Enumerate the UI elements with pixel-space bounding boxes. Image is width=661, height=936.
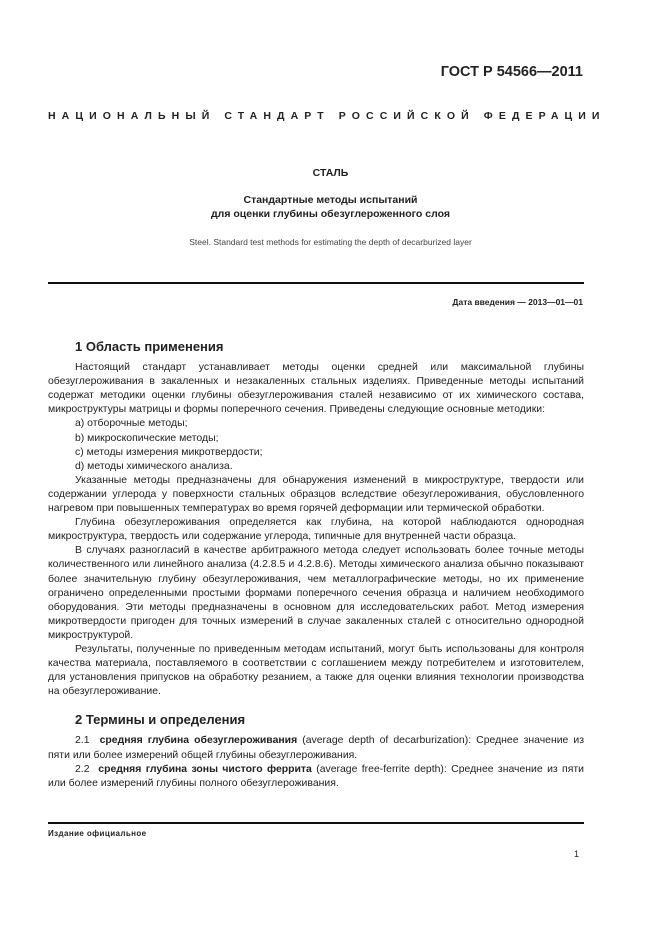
standard-code: ГОСТ Р 54566—2011	[440, 64, 583, 80]
english-title: Steel. Standard test methods for estimating the depth of decarburized layer	[189, 237, 472, 247]
definition-text: (average depth of decarburization): Среднее значение из пяти или более измерений общей глубины обезуглероживания.	[48, 735, 584, 761]
effective-date: Дата введения — 2013—01—01	[452, 297, 583, 307]
list-item: a) отборочные методы;	[75, 418, 188, 430]
definition-number: 2.1	[75, 735, 90, 747]
divider	[48, 822, 584, 824]
subtitle-line: для оценки глубины обезуглероженного слоя	[211, 208, 450, 220]
definition	[48, 734, 584, 762]
subtitle-line: Стандартные методы испытаний	[243, 194, 418, 206]
paragraph: Указанные методы предназначены для обнаружения изменений в микроструктуре, твердости или содержании углерода у поверхности стальных образцов вследствие обезуглероживания, обусловленного нагревом при повышенных температурах во время горячей деформации или термической обработки.	[48, 474, 584, 515]
document-subtitle	[0, 193, 661, 221]
official-edition-label: Издание официальное	[48, 829, 147, 838]
divider	[48, 282, 584, 284]
paragraph: В случаях разногласий в качестве арбитражного метода следует использовать более точные методы количественного или линейного анализа (4.2.8.5 и 4.2.8.6). Методы химического анализа обычно показывают более значительную глубину обезуглероживания, чем металлографические методы, но их применение ограничено определенными простыми формами поперечного сечения образца и наличием необходимого оборудования. Эти методы предназначены в основном для исследовательских работ. Метод измерения микротвердости пригоден для точных измерений в случае закаленных сталей с относительно однородной микроструктурой.	[48, 545, 584, 641]
section-heading: 2 Термины и определения	[75, 712, 246, 728]
document-title: СТАЛЬ	[312, 167, 349, 179]
definition-term: средняя глубина обезуглероживания	[99, 735, 298, 747]
definition-number: 2.2	[75, 763, 90, 775]
page-number: 1	[573, 849, 579, 859]
list-item: b) микроскопические методы;	[75, 432, 219, 444]
section-heading: 1 Область применения	[75, 339, 224, 354]
definition-term: средняя глубина зоны чистого феррита	[98, 763, 312, 775]
national-standard-banner: НАЦИОНАЛЬНЫЙ СТАНДАРТ РОССИЙСКОЙ ФЕДЕРАЦИИ	[48, 110, 606, 122]
document-body	[48, 340, 584, 791]
definition	[48, 763, 584, 791]
paragraph: Результаты, полученные по приведенным методам испытаний, могут быть использованы для контроля качества материала, поставляемого в соответствии с соглашением между потребителем и изготовителем, для установления припусков на обработку резанием, а также для оценки влияния технологии производства на обезуглероживание.	[48, 643, 584, 698]
paragraph: Глубина обезуглероживания определяется как глубина, на которой наблюдаются однородная микроструктура, твердость или содержание углерода, типичные для внутренней части образца.	[48, 517, 584, 543]
definition-text: (average free-ferrite depth): Среднее значение из пяти или более измерений глубины полного обезуглероживания.	[48, 763, 584, 789]
list-item: c) методы измерения микротвердости;	[75, 446, 263, 458]
list-item: d) методы химического анализа.	[75, 460, 233, 472]
paragraph: Настоящий стандарт устанавливает методы оценки средней или максимальной глубины обезуглероживания в закаленных и незакаленных стальных изделиях. Приведенные методы испытаний содержат методики оценки глубины обезуглероживания сталей независимо от их химического состава, микроструктуры матрицы и формы поперечного сечения. Приведены следующие основные методики:	[48, 362, 584, 416]
